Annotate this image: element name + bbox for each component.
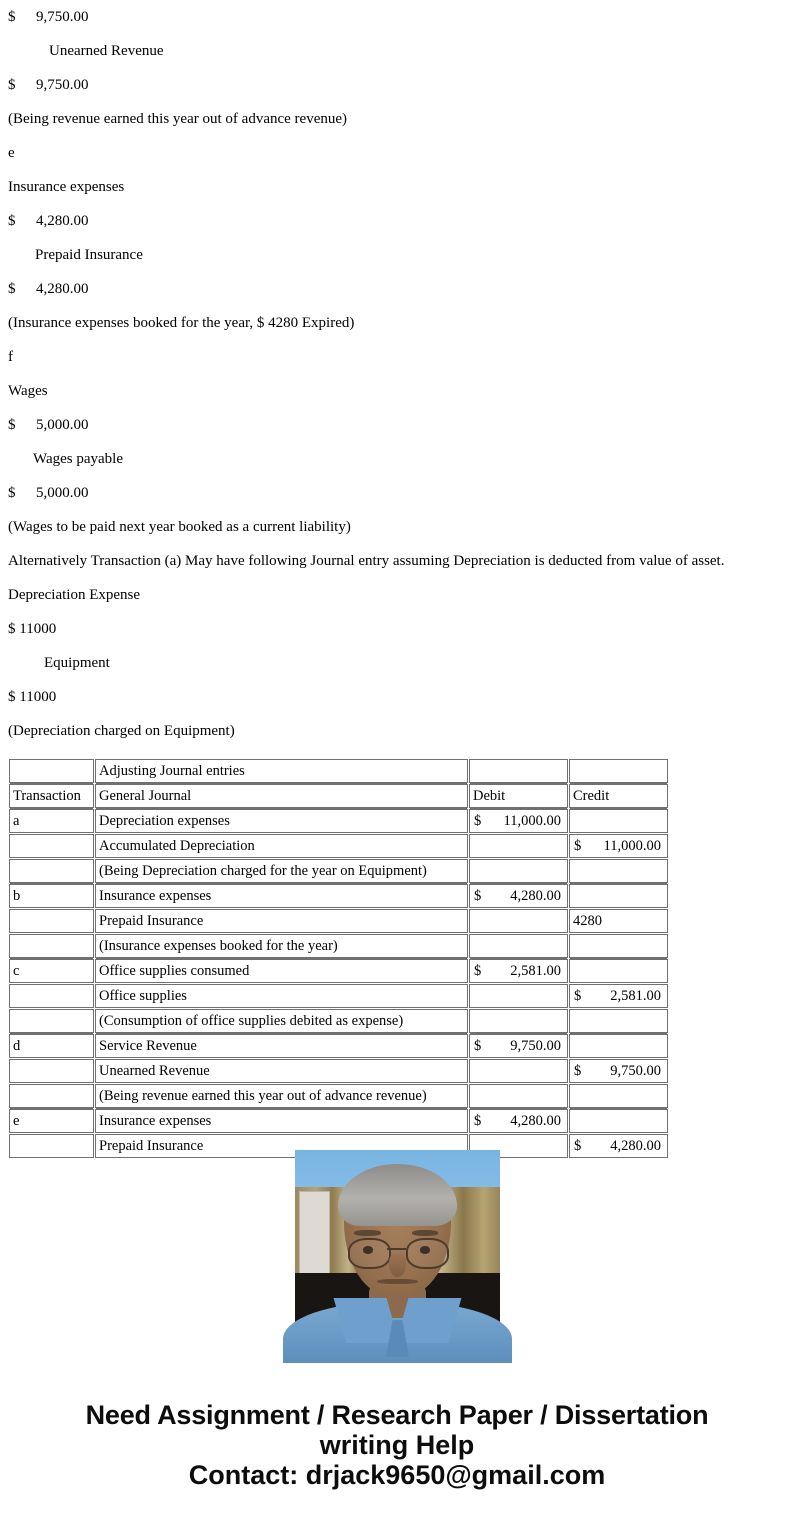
cell-debit-value: 4,280.00 xyxy=(510,887,561,904)
avatar-nose xyxy=(389,1253,405,1278)
cell-transaction xyxy=(9,934,94,958)
cell-debit-currency: $ xyxy=(474,812,482,829)
column-header-general-journal: General Journal xyxy=(95,784,468,808)
table-row xyxy=(9,1034,668,1058)
cell-transaction: c xyxy=(9,959,94,983)
document-body xyxy=(0,0,794,748)
alternative-entry-note: Alternatively Transaction (a) May have following Journal entry assuming Depreciation is deducted from value of asset. xyxy=(8,553,725,569)
table-row xyxy=(9,834,668,858)
adjusting-journal-entries-table-container xyxy=(8,758,668,1154)
journal-account-line: Wages xyxy=(8,383,48,399)
adjusting-journal-entries-table xyxy=(8,758,669,1159)
table-row xyxy=(9,909,668,933)
column-header-debit: Debit xyxy=(469,784,568,808)
table-title-row xyxy=(9,759,668,783)
table-row xyxy=(9,1059,668,1083)
journal-amount-line xyxy=(0,0,794,34)
cell-transaction: e xyxy=(9,1109,94,1133)
footer-ad-line-2: writing Help xyxy=(319,1430,475,1460)
cell-credit-value: 4,280.00 xyxy=(610,1137,661,1154)
cell-transaction xyxy=(9,834,94,858)
cell-credit-value: 2,581.00 xyxy=(610,987,661,1004)
avatar-eyeglass-left xyxy=(348,1238,391,1269)
journal-account-line: Insurance expenses xyxy=(8,179,125,195)
journal-memo-line: (Being revenue earned this year out of advance revenue) xyxy=(8,111,348,127)
cell-debit-currency: $ xyxy=(474,887,482,904)
cell-credit-currency: $ xyxy=(574,1137,582,1154)
avatar xyxy=(295,1150,500,1355)
cell-transaction xyxy=(9,1059,94,1083)
avatar-eyebrow-right xyxy=(412,1230,439,1236)
amount-value: 4,280.00 xyxy=(36,213,89,229)
cell-general-journal: Prepaid Insurance xyxy=(95,1134,468,1158)
cell-credit-currency: $ xyxy=(574,1062,582,1079)
avatar-eyebrow-left xyxy=(354,1230,381,1236)
amount-value: 9,750.00 xyxy=(36,9,89,25)
cell-debit-currency: $ xyxy=(474,962,482,979)
journal-memo-line: (Depreciation charged on Equipment) xyxy=(8,723,235,739)
cell-general-journal: Depreciation expenses xyxy=(95,809,468,833)
cell-transaction xyxy=(9,1084,94,1108)
cell-debit-value: 4,280.00 xyxy=(510,1112,561,1129)
avatar-eyeglass-right xyxy=(406,1238,449,1269)
cell-transaction: d xyxy=(9,1034,94,1058)
table-row xyxy=(9,1109,668,1133)
journal-credit-account-line: Wages payable xyxy=(33,451,123,467)
table-row xyxy=(9,984,668,1008)
journal-memo-line: (Insurance expenses booked for the year, $ 4280 Expired) xyxy=(8,315,355,331)
cell-general-journal: Prepaid Insurance xyxy=(95,909,468,933)
table-header-row xyxy=(9,784,668,808)
cell-transaction xyxy=(9,1134,94,1158)
cell-general-journal: Insurance expenses xyxy=(95,884,468,908)
cell-credit-currency: $ xyxy=(574,987,582,1004)
avatar-eyeglass-bridge xyxy=(387,1248,405,1250)
cell-general-journal: (Being Depreciation charged for the year on Equipment) xyxy=(95,859,468,883)
amount-value: 9,750.00 xyxy=(36,77,89,93)
cell-credit-value: 11,000.00 xyxy=(603,837,661,854)
table-title-debit-cell xyxy=(469,759,568,783)
cell-general-journal: Unearned Revenue xyxy=(95,1059,468,1083)
journal-amount-line xyxy=(0,68,794,102)
cell-transaction xyxy=(9,859,94,883)
journal-amount-line xyxy=(0,476,794,510)
column-header-transaction: Transaction xyxy=(9,784,94,808)
journal-amount-line xyxy=(0,408,794,442)
table-row xyxy=(9,1009,668,1033)
amount-value: 5,000.00 xyxy=(36,485,89,501)
table-row xyxy=(9,934,668,958)
cell-general-journal: (Being revenue earned this year out of advance revenue) xyxy=(95,1084,468,1108)
cell-general-journal: Office supplies xyxy=(95,984,468,1008)
table-row xyxy=(9,959,668,983)
currency-symbol: $ xyxy=(8,281,16,297)
cell-general-journal: (Insurance expenses booked for the year) xyxy=(95,934,468,958)
currency-symbol: $ xyxy=(8,213,16,229)
column-header-credit: Credit xyxy=(569,784,668,808)
cell-debit-currency: $ xyxy=(474,1037,482,1054)
cell-transaction xyxy=(9,909,94,933)
journal-credit-account-line: Unearned Revenue xyxy=(49,43,164,59)
footer-ad-line-1: Need Assignment / Research Paper / Dissertation xyxy=(85,1400,709,1430)
cell-debit-value: 9,750.00 xyxy=(510,1037,561,1054)
cell-general-journal: Accumulated Depreciation xyxy=(95,834,468,858)
table-title-cell: Adjusting Journal entries xyxy=(95,759,468,783)
cell-general-journal: Office supplies consumed xyxy=(95,959,468,983)
cell-general-journal: Insurance expenses xyxy=(95,1109,468,1133)
transaction-label: e xyxy=(8,145,15,161)
journal-memo-line: (Wages to be paid next year booked as a current liability) xyxy=(8,519,351,535)
cell-transaction: a xyxy=(9,809,94,833)
currency-symbol: $ xyxy=(8,77,16,93)
cell-debit-currency: $ xyxy=(474,1112,482,1129)
table-row xyxy=(9,859,668,883)
journal-amount-line xyxy=(0,204,794,238)
currency-symbol: $ xyxy=(8,417,16,433)
cell-transaction: b xyxy=(9,884,94,908)
table-row xyxy=(9,809,668,833)
journal-account-line: Depreciation Expense xyxy=(8,587,141,603)
journal-amount-line xyxy=(0,272,794,306)
table-row xyxy=(9,884,668,908)
table-title-transaction-cell xyxy=(9,759,94,783)
footer-ad-contact: Contact: drjack9650@gmail.com xyxy=(188,1460,606,1490)
cell-general-journal: Service Revenue xyxy=(95,1034,468,1058)
cell-general-journal: (Consumption of office supplies debited as expense) xyxy=(95,1009,468,1033)
journal-credit-account-line: Equipment xyxy=(44,655,110,671)
amount-value: 4,280.00 xyxy=(36,281,89,297)
table-title-credit-cell xyxy=(569,759,668,783)
cell-credit-currency: $ xyxy=(574,837,582,854)
amount-value: 5,000.00 xyxy=(36,417,89,433)
transaction-label: f xyxy=(8,349,13,365)
currency-symbol: $ xyxy=(8,485,16,501)
cell-debit-value: 11,000.00 xyxy=(503,812,561,829)
cell-credit-value: 9,750.00 xyxy=(610,1062,661,1079)
journal-amount-line: $ 11000 xyxy=(8,689,57,705)
journal-credit-account-line: Prepaid Insurance xyxy=(35,247,143,263)
cell-transaction xyxy=(9,984,94,1008)
cell-transaction xyxy=(9,1009,94,1033)
cell-debit-value: 2,581.00 xyxy=(510,962,561,979)
journal-amount-line: $ 11000 xyxy=(8,621,57,637)
currency-symbol: $ xyxy=(8,9,16,25)
footer-advertisement xyxy=(0,1400,794,1490)
cell-credit-value: 4280 xyxy=(569,909,668,933)
table-row xyxy=(9,1084,668,1108)
